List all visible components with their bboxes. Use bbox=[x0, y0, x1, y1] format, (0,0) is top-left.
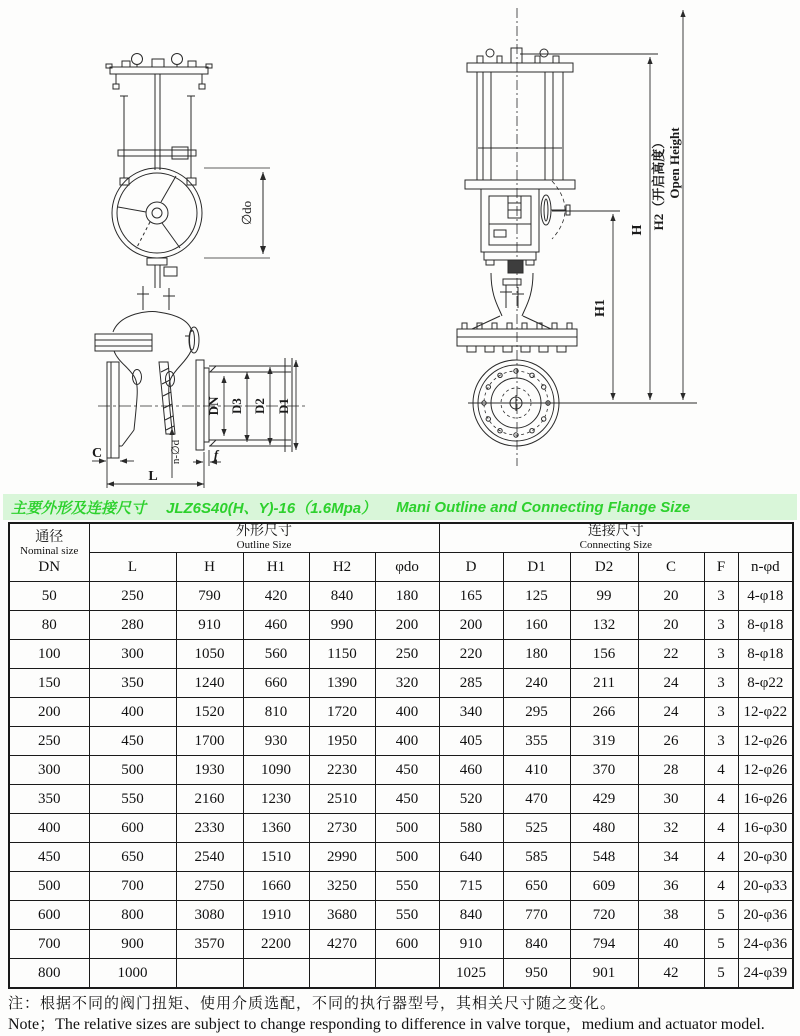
table-cell: 548 bbox=[570, 843, 638, 872]
table-cell: 125 bbox=[503, 582, 570, 611]
table-cell: 8-φ22 bbox=[738, 669, 793, 698]
header-dn: DN bbox=[38, 558, 61, 575]
table-cell: 250 bbox=[89, 582, 176, 611]
table-header-columns bbox=[9, 553, 793, 582]
col-F: F bbox=[704, 553, 738, 582]
table-cell: 8-φ18 bbox=[738, 611, 793, 640]
table-cell: 450 bbox=[89, 727, 176, 756]
table-cell: 790 bbox=[176, 582, 243, 611]
table-cell: 20 bbox=[638, 611, 704, 640]
table-cell: 5 bbox=[704, 930, 738, 959]
table-cell: 580 bbox=[439, 814, 503, 843]
table-cell: 24-φ39 bbox=[738, 959, 793, 989]
table-cell: 20-φ33 bbox=[738, 872, 793, 901]
dim-label-h1: H1 bbox=[593, 299, 608, 317]
table-cell: 3080 bbox=[176, 901, 243, 930]
table-cell: 1000 bbox=[89, 959, 176, 989]
table-cell: 1390 bbox=[309, 669, 375, 698]
table-cell: 36 bbox=[638, 872, 704, 901]
dim-label-h: H bbox=[630, 224, 645, 236]
table-cell: 5 bbox=[704, 901, 738, 930]
table-cell: 220 bbox=[439, 640, 503, 669]
table-cell: 2750 bbox=[176, 872, 243, 901]
table-row bbox=[9, 640, 793, 669]
table-row bbox=[9, 814, 793, 843]
table-cell: 300 bbox=[89, 640, 176, 669]
table-row bbox=[9, 785, 793, 814]
table-cell: 990 bbox=[309, 611, 375, 640]
table-cell: 520 bbox=[439, 785, 503, 814]
dimension-table bbox=[8, 522, 794, 989]
table-cell: 240 bbox=[503, 669, 570, 698]
table-cell: 550 bbox=[375, 872, 439, 901]
col-D: D bbox=[439, 553, 503, 582]
table-cell: 4270 bbox=[309, 930, 375, 959]
table-cell: 794 bbox=[570, 930, 638, 959]
actuator-valve-drawing bbox=[425, 3, 715, 483]
table-cell: 560 bbox=[243, 640, 309, 669]
table-cell: 429 bbox=[570, 785, 638, 814]
section-title-model: JLZ6S40(H、Y)-16（1.6Mpa） bbox=[166, 499, 377, 517]
lifting-plate bbox=[106, 54, 212, 90]
table-cell: 700 bbox=[9, 930, 89, 959]
table-cell: 460 bbox=[439, 756, 503, 785]
table-cell: 1090 bbox=[243, 756, 309, 785]
table-cell: 100 bbox=[9, 640, 89, 669]
dim-label-f: f bbox=[213, 447, 219, 462]
table-cell: 840 bbox=[309, 582, 375, 611]
col-nd: n-φd bbox=[738, 553, 793, 582]
table-cell: 165 bbox=[439, 582, 503, 611]
col-C: C bbox=[638, 553, 704, 582]
table-cell: 1910 bbox=[243, 901, 309, 930]
col-H2: H2 bbox=[309, 553, 375, 582]
table-cell: 600 bbox=[9, 901, 89, 930]
table-row bbox=[9, 669, 793, 698]
col-D1: D1 bbox=[503, 553, 570, 582]
table-cell: 910 bbox=[176, 611, 243, 640]
table-row bbox=[9, 611, 793, 640]
dim-label-c: C bbox=[91, 446, 103, 461]
table-cell: 2510 bbox=[309, 785, 375, 814]
table-cell: 3 bbox=[704, 669, 738, 698]
table-cell: 450 bbox=[9, 843, 89, 872]
table-cell: 715 bbox=[439, 872, 503, 901]
table-cell: 320 bbox=[375, 669, 439, 698]
handwheel bbox=[112, 168, 202, 258]
header-nominal-cn: 通径 bbox=[35, 529, 64, 545]
table-cell: 470 bbox=[503, 785, 570, 814]
table-cell: 400 bbox=[89, 698, 176, 727]
table-cell: 340 bbox=[439, 698, 503, 727]
table-cell: 3 bbox=[704, 698, 738, 727]
table-cell: 901 bbox=[570, 959, 638, 989]
table-cell: 500 bbox=[89, 756, 176, 785]
dim-label-open-height: Open Height bbox=[667, 127, 682, 199]
table-row bbox=[9, 582, 793, 611]
table-cell: 8-φ18 bbox=[738, 640, 793, 669]
side-handwheel bbox=[541, 181, 570, 239]
table-cell: 20-φ30 bbox=[738, 843, 793, 872]
col-H: H bbox=[176, 553, 243, 582]
dimension-do bbox=[204, 168, 270, 258]
table-cell: 1700 bbox=[176, 727, 243, 756]
table-cell: 2730 bbox=[309, 814, 375, 843]
table-cell: 5 bbox=[704, 959, 738, 989]
table-cell: 132 bbox=[570, 611, 638, 640]
table-cell: 450 bbox=[375, 785, 439, 814]
dim-label-nd: n-∅d bbox=[170, 439, 182, 465]
table-cell: 480 bbox=[570, 814, 638, 843]
table-cell: 1230 bbox=[243, 785, 309, 814]
table-cell: 12-φ26 bbox=[738, 756, 793, 785]
table-cell: 285 bbox=[439, 669, 503, 698]
table-cell: 3 bbox=[704, 611, 738, 640]
table-cell: 4 bbox=[704, 756, 738, 785]
table-cell: 1360 bbox=[243, 814, 309, 843]
table-cell: 50 bbox=[9, 582, 89, 611]
table-cell: 2540 bbox=[176, 843, 243, 872]
table-cell: 16-φ30 bbox=[738, 814, 793, 843]
header-outline-cn: 外形尺寸 bbox=[236, 523, 293, 539]
table-cell: 930 bbox=[243, 727, 309, 756]
table-cell bbox=[176, 959, 243, 989]
section-title-band bbox=[3, 494, 797, 520]
table-cell: 355 bbox=[503, 727, 570, 756]
table-cell: 550 bbox=[89, 785, 176, 814]
table-cell: 150 bbox=[9, 669, 89, 698]
table-cell: 609 bbox=[570, 872, 638, 901]
table-cell: 2200 bbox=[243, 930, 309, 959]
table-cell: 2330 bbox=[176, 814, 243, 843]
table-cell: 1150 bbox=[309, 640, 375, 669]
table-cell: 2230 bbox=[309, 756, 375, 785]
table-cell: 1510 bbox=[243, 843, 309, 872]
col-do: φdo bbox=[375, 553, 439, 582]
table-cell: 26 bbox=[638, 727, 704, 756]
table-cell: 910 bbox=[439, 930, 503, 959]
table-cell: 600 bbox=[89, 814, 176, 843]
table-row bbox=[9, 843, 793, 872]
table-cell: 800 bbox=[9, 959, 89, 989]
table-cell: 24 bbox=[638, 698, 704, 727]
table-row bbox=[9, 930, 793, 959]
table-cell: 700 bbox=[89, 872, 176, 901]
table-cell: 4 bbox=[704, 814, 738, 843]
table-cell: 810 bbox=[243, 698, 309, 727]
table-row bbox=[9, 901, 793, 930]
table-cell: 1240 bbox=[176, 669, 243, 698]
dim-label-h2: H2（开启高度） bbox=[651, 135, 666, 231]
table-cell: 40 bbox=[638, 930, 704, 959]
table-cell: 156 bbox=[570, 640, 638, 669]
table-cell: 24 bbox=[638, 669, 704, 698]
table-cell: 28 bbox=[638, 756, 704, 785]
header-connect-cn: 连接尺寸 bbox=[587, 523, 644, 539]
table-cell: 295 bbox=[503, 698, 570, 727]
table-cell: 840 bbox=[439, 901, 503, 930]
table-cell: 840 bbox=[503, 930, 570, 959]
table-cell: 1520 bbox=[176, 698, 243, 727]
table-row bbox=[9, 727, 793, 756]
technical-drawings bbox=[0, 0, 800, 494]
table-cell: 2990 bbox=[309, 843, 375, 872]
bonnet bbox=[95, 258, 199, 353]
col-H1: H1 bbox=[243, 553, 309, 582]
dim-label-d1: D1 bbox=[276, 398, 291, 414]
table-cell: 640 bbox=[439, 843, 503, 872]
col-L: L bbox=[89, 553, 176, 582]
table-cell: 24-φ36 bbox=[738, 930, 793, 959]
table-cell: 420 bbox=[243, 582, 309, 611]
table-cell: 250 bbox=[9, 727, 89, 756]
table-cell bbox=[375, 959, 439, 989]
notes bbox=[8, 994, 800, 1036]
table-cell: 20 bbox=[638, 582, 704, 611]
table-row bbox=[9, 756, 793, 785]
table-cell: 300 bbox=[9, 756, 89, 785]
table-cell: 460 bbox=[243, 611, 309, 640]
pneumatic-cylinder bbox=[465, 48, 575, 189]
table-cell: 650 bbox=[89, 843, 176, 872]
table-cell: 200 bbox=[9, 698, 89, 727]
table-cell: 1660 bbox=[243, 872, 309, 901]
note-en: Note；The relative sizes are subject to change responding to difference in valve torque，medium and actuator model. bbox=[8, 1016, 765, 1034]
table-cell: 38 bbox=[638, 901, 704, 930]
table-cell: 30 bbox=[638, 785, 704, 814]
header-nominal-size bbox=[9, 523, 89, 582]
header-outline-en: Outline Size bbox=[236, 538, 292, 551]
table-cell: 1025 bbox=[439, 959, 503, 989]
header-nominal-en: Nominal size bbox=[20, 544, 79, 557]
yoke bbox=[472, 273, 551, 329]
table-cell: 405 bbox=[439, 727, 503, 756]
table-row bbox=[9, 959, 793, 989]
table-cell: 3680 bbox=[309, 901, 375, 930]
coupling-housing bbox=[481, 189, 539, 273]
table-cell: 500 bbox=[375, 814, 439, 843]
table-cell: 200 bbox=[375, 611, 439, 640]
header-connect-group bbox=[439, 523, 793, 553]
table-cell: 400 bbox=[375, 727, 439, 756]
table-cell: 34 bbox=[638, 843, 704, 872]
table-cell: 900 bbox=[89, 930, 176, 959]
table-cell: 650 bbox=[503, 872, 570, 901]
header-outline-group bbox=[89, 523, 439, 553]
table-cell: 42 bbox=[638, 959, 704, 989]
table-cell: 400 bbox=[375, 698, 439, 727]
table-cell: 20-φ36 bbox=[738, 901, 793, 930]
table-cell: 200 bbox=[439, 611, 503, 640]
table-cell: 266 bbox=[570, 698, 638, 727]
table-cell bbox=[309, 959, 375, 989]
table-cell: 770 bbox=[503, 901, 570, 930]
table-cell: 16-φ26 bbox=[738, 785, 793, 814]
table-cell: 1950 bbox=[309, 727, 375, 756]
table-cell: 4 bbox=[704, 872, 738, 901]
table-cell: 22 bbox=[638, 640, 704, 669]
table-cell: 12-φ22 bbox=[738, 698, 793, 727]
table-cell: 550 bbox=[375, 901, 439, 930]
table-cell: 250 bbox=[375, 640, 439, 669]
table-cell: 12-φ26 bbox=[738, 727, 793, 756]
table-cell: 180 bbox=[375, 582, 439, 611]
table-cell: 211 bbox=[570, 669, 638, 698]
table-cell: 1930 bbox=[176, 756, 243, 785]
table-header-groups bbox=[9, 523, 793, 553]
table-cell: 3 bbox=[704, 727, 738, 756]
dim-label-l: L bbox=[148, 469, 158, 484]
section-title-cn: 主要外形及连接尺寸 bbox=[11, 499, 147, 517]
table-cell: 4-φ18 bbox=[738, 582, 793, 611]
table-cell: 32 bbox=[638, 814, 704, 843]
table-cell: 660 bbox=[243, 669, 309, 698]
table-cell: 2160 bbox=[176, 785, 243, 814]
table-cell: 319 bbox=[570, 727, 638, 756]
table-row bbox=[9, 872, 793, 901]
table-cell: 99 bbox=[570, 582, 638, 611]
header-connect-en: Connecting Size bbox=[579, 538, 653, 551]
table-cell: 4 bbox=[704, 843, 738, 872]
table-cell: 180 bbox=[503, 640, 570, 669]
table-cell bbox=[243, 959, 309, 989]
table-cell: 3570 bbox=[176, 930, 243, 959]
table-cell: 410 bbox=[503, 756, 570, 785]
table-cell: 370 bbox=[570, 756, 638, 785]
table-cell: 160 bbox=[503, 611, 570, 640]
table-cell: 500 bbox=[375, 843, 439, 872]
table-cell: 585 bbox=[503, 843, 570, 872]
table-cell: 950 bbox=[503, 959, 570, 989]
table-cell: 280 bbox=[89, 611, 176, 640]
table-cell: 400 bbox=[9, 814, 89, 843]
table-cell: 720 bbox=[570, 901, 638, 930]
table-cell: 800 bbox=[89, 901, 176, 930]
table-cell: 1050 bbox=[176, 640, 243, 669]
table-cell: 1720 bbox=[309, 698, 375, 727]
table-row bbox=[9, 698, 793, 727]
table-cell: 3 bbox=[704, 582, 738, 611]
handwheel-valve-drawing bbox=[55, 6, 360, 494]
dim-label-do: ∅do bbox=[239, 200, 254, 226]
dimension-table-body bbox=[9, 582, 793, 989]
note-cn: 注：根据不同的阀门扭矩、使用介质选配，不同的执行器型号，其相关尺寸随之变化。 bbox=[8, 996, 617, 1012]
section-title-en: Mani Outline and Connecting Flange Size bbox=[396, 498, 691, 516]
table-cell: 500 bbox=[9, 872, 89, 901]
dim-label-d2: D2 bbox=[252, 398, 267, 414]
dim-label-dn: DN bbox=[206, 396, 221, 416]
col-D2: D2 bbox=[570, 553, 638, 582]
dim-label-d3: D3 bbox=[229, 398, 244, 414]
table-cell: 450 bbox=[375, 756, 439, 785]
table-cell: 3 bbox=[704, 640, 738, 669]
table-cell: 80 bbox=[9, 611, 89, 640]
table-cell: 3250 bbox=[309, 872, 375, 901]
table-cell: 525 bbox=[503, 814, 570, 843]
table-cell: 4 bbox=[704, 785, 738, 814]
table-cell: 350 bbox=[9, 785, 89, 814]
table-cell: 350 bbox=[89, 669, 176, 698]
table-cell: 600 bbox=[375, 930, 439, 959]
